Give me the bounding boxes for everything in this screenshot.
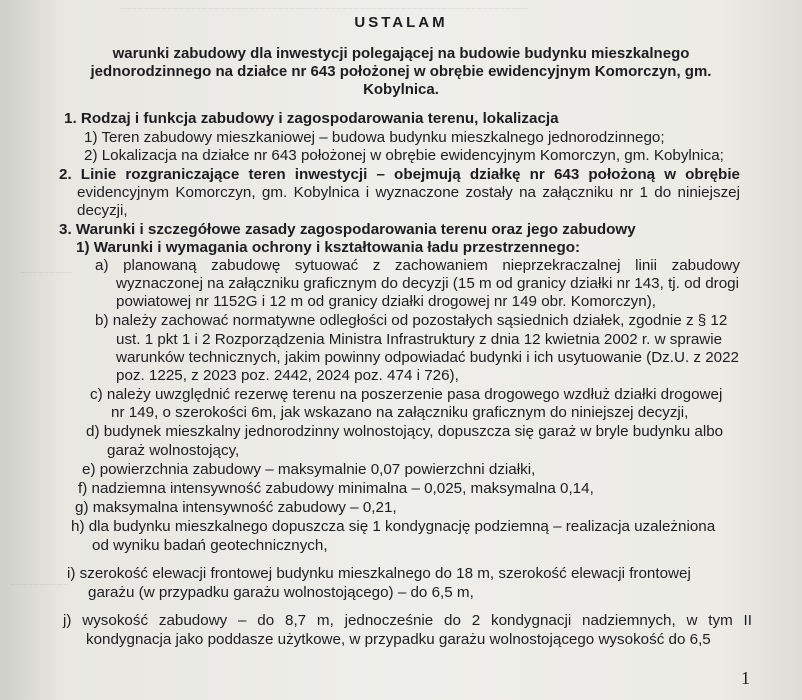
condition-a-line-1: a) planowaną zabudowę sytuować z zachowaniem nieprzekraczalnej linii zabudowy [95,257,740,274]
section-3-heading: 3. Warunki i szczegółowe zasady zagospodarowania terenu oraz jego zabudowy [59,221,636,238]
section-1-item-1: 1) Teren zabudowy mieszkaniowej – budowa budynku mieszkalnego jednorodzinnego; [84,129,665,146]
condition-b-line-4: poz. 1225, z 2023 poz. 2442, 2024 poz. 474 i 726), [116,367,459,384]
condition-a-line-2: wyznaczonej na załączniku graficznym do decyzji (15 m od granicy działki nr 143, tj. od drogi [116,275,739,292]
condition-c-line-1: c) należy uwzględnić rezerwę terenu na poszerzenie pasa drogowego wzdłuż działki drogowej [90,386,723,403]
condition-h-line-2: od wyniku badań geotechnicznych, [92,537,328,554]
condition-a-line-3: powiatowej nr 1152G i 12 m od granicy działki drogowej nr 149 obr. Komorczyn), [116,293,656,310]
condition-h-line-1: h) dla budynku mieszkalnego dopuszcza się 1 kondygnację podziemną – realizacja uzależniona [71,518,716,535]
condition-c-line-2: nr 149, o szerokości 6m, jak wskazano na załączniku graficznym do niniejszej decyzji, [111,404,689,421]
condition-d-line-1: d) budynek mieszkalny jednorodzinny wolnostojący, dopuszcza się garaż w bryle budynku albo [86,423,724,440]
show-through-text: ~~~~~~~~~ [20,268,73,279]
intro-line-2: jednorodzinnego na działce nr 643 położonej w obrębie ewidencyjnym Komorczyn, gm. [90,63,712,80]
show-through-text: ~~~~~~~~~~~~~~~~~~~~~~~~~~~~~~~~~~~~~~~~~~~~~~~~~~~~~~~~~~~~~~~~~~~~~~ [120,4,529,15]
intro-line-1: warunki zabudowy dla inwestycji polegającej na budowie budynku mieszkalnego [112,45,690,62]
section-1-heading: 1. Rodzaj i funkcja zabudowy i zagospodarowania terenu, lokalizacja [64,110,559,127]
intro-line-3: Kobylnica. [363,81,439,98]
page-number: 1 [741,668,750,688]
condition-g: g) maksymalna intensywność zabudowy – 0,21, [75,499,397,516]
condition-d-line-2: garaż wolnostojący, [107,442,240,459]
condition-j-line-1: j) wysokość zabudowy – do 8,7 m, jednocześnie do 2 kondygnacji nadziemnych, w tym II [63,612,752,629]
condition-j-line-2: kondygnacja jako poddasze użytkowe, w przypadku garażu wolnostojącego wysokość do 6,5 [86,631,711,648]
section-2-line-3: decyzji, [77,202,128,219]
document-title: USTALAM [354,14,448,31]
section-3-subheading: 1) Warunki i wymagania ochrony i kształtowania ładu przestrzennego: [76,239,581,256]
section-1-item-2: 2) Lokalizacja na działce nr 643 położonej w obrębie ewidencyjnym Komorczyn, gm. Kobylnica; [84,147,724,164]
condition-b-line-2: ust. 1 pkt 1 i 2 Rozporządzenia Ministra Infrastruktury z dnia 12 kwietnia 2002 r. w sprawie [116,331,723,348]
show-through-text: ~~~~~~~~~~ [10,580,69,591]
section-2-line-2: evidencyjnym Komorczyn, gm. Kobylnica i wyznaczone zostały na załączniku nr 1 do niniejszej [77,184,740,201]
condition-b-line-3: warunków technicznych, jakim powinny odpowiadać budynki i ich usytuowanie (Dz.U. z 2022 [116,349,739,366]
condition-e: e) powierzchnia zabudowy – maksymalnie 0,07 powierzchni działki, [82,461,536,478]
condition-i-line-1: i) szerokość elewacji frontowej budynku mieszkalnego do 18 m, szerokość elewacji frontowej [67,565,691,582]
condition-b-line-1: b) należy zachować normatywne odległości od pozostałych sąsiednich działek, zgodnie z § 12 [95,312,728,329]
condition-i-line-2: garażu (w przypadku garażu wolnostojącego) – do 6,5 m, [88,584,474,601]
condition-f: f) nadziemna intensywność zabudowy minimalna – 0,025, maksymalna 0,14, [78,480,594,497]
section-2-line-1: 2. Linie rozgraniczające teren inwestycji – obejmują działkę nr 643 położoną w obrębie [59,166,740,183]
